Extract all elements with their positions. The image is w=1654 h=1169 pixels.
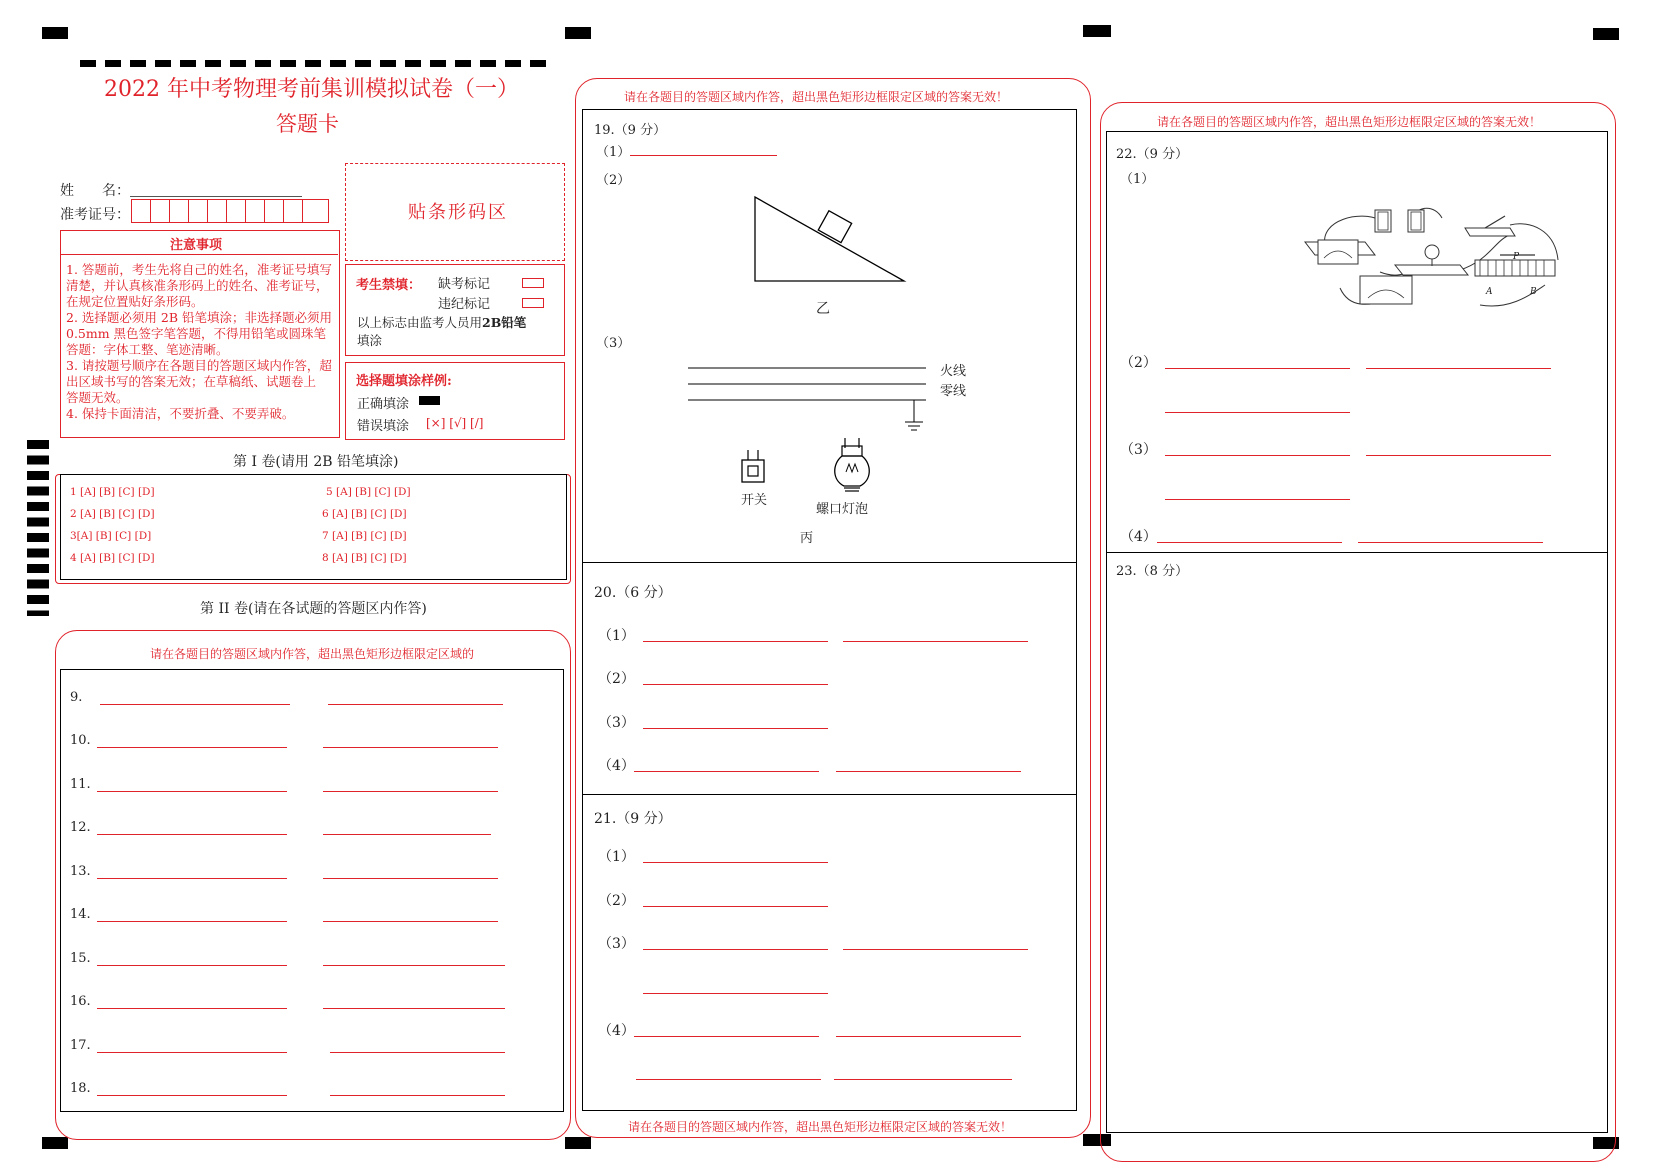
forbid-note bbox=[357, 313, 526, 331]
id-field[interactable] bbox=[131, 199, 329, 223]
q19-part2: （2） bbox=[596, 173, 631, 188]
bulb-icon bbox=[830, 436, 874, 496]
neutral-wire-label: 零线 bbox=[940, 384, 967, 399]
answer-line[interactable] bbox=[330, 1095, 505, 1096]
question-number: 11. bbox=[70, 777, 91, 792]
filled-mark bbox=[419, 396, 440, 405]
notice-list bbox=[66, 262, 336, 422]
choice-row[interactable]: 2 [A] [B] [C] [D] bbox=[70, 508, 155, 520]
choice-row[interactable]: 5 [A] [B] [C] [D] bbox=[326, 486, 411, 498]
answer-line[interactable] bbox=[643, 728, 828, 729]
barcode-label: 贴条形码区 bbox=[408, 202, 508, 223]
answer-line[interactable] bbox=[1366, 368, 1551, 369]
question-number: 17. bbox=[70, 1038, 91, 1053]
violation-label: 违纪标记 bbox=[438, 297, 491, 312]
answer-line[interactable] bbox=[634, 771, 819, 772]
middle-warning-top: 请在各题目的答题区域内作答，超出黑色矩形边框限定区域的答案无效！ bbox=[624, 90, 1009, 104]
divider bbox=[582, 562, 1077, 563]
violation-checkbox[interactable] bbox=[522, 298, 544, 308]
switch-icon bbox=[738, 448, 770, 486]
absent-checkbox[interactable] bbox=[522, 278, 544, 288]
answer-line[interactable] bbox=[330, 1052, 505, 1053]
answer-line[interactable] bbox=[323, 1008, 505, 1009]
answer-line[interactable] bbox=[97, 747, 287, 748]
q22-title: 22.（9 分） bbox=[1116, 147, 1189, 162]
choice-row[interactable]: 8 [A] [B] [C] [D] bbox=[322, 552, 407, 564]
forbid-note-c: 填涂 bbox=[357, 333, 383, 348]
answer-line[interactable] bbox=[323, 965, 505, 966]
fig-a-label: A bbox=[1486, 287, 1493, 297]
incline-figure bbox=[750, 195, 910, 285]
question-number: 18. bbox=[70, 1081, 91, 1096]
notice-line: 3. 请按题号顺序在各题目的答题区域内作答，超 bbox=[66, 358, 332, 373]
choice-row[interactable]: 1 [A] [B] [C] [D] bbox=[70, 486, 155, 498]
answer-line[interactable] bbox=[97, 1052, 287, 1053]
part2-warning: 请在各题目的答题区域内作答，超出黑色矩形边框限定区域的 bbox=[150, 647, 475, 661]
fig-b-label: B bbox=[1530, 287, 1537, 297]
q23-title: 23.（8 分） bbox=[1116, 564, 1189, 579]
absent-label: 缺考标记 bbox=[438, 277, 491, 292]
fig-yi-label: 乙 bbox=[816, 301, 830, 317]
answer-line[interactable] bbox=[1165, 368, 1350, 369]
answer-line[interactable] bbox=[643, 641, 828, 642]
notice-line: 答题：字体工整、笔迹清晰。 bbox=[66, 342, 229, 357]
notice-line: 清楚，并认真核准条形码上的姓名、准考证号， bbox=[66, 278, 329, 293]
q21-part: （3） bbox=[598, 936, 635, 952]
part2-title: 第 II 卷(请在各试题的答题区内作答) bbox=[200, 601, 427, 617]
fig-bing-label: 丙 bbox=[800, 531, 814, 546]
live-wire-label: 火线 bbox=[940, 364, 967, 379]
position-mark bbox=[565, 27, 591, 39]
sample-wrong-marks: [×] [√] [/] bbox=[426, 416, 484, 430]
position-mark bbox=[42, 27, 68, 39]
answer-line[interactable] bbox=[834, 1079, 1012, 1080]
q22-part: （3） bbox=[1120, 442, 1157, 458]
q21-title: 21.（9 分） bbox=[594, 811, 672, 827]
answer-line[interactable] bbox=[1165, 455, 1350, 456]
notice-line: 1. 答题前，考生先将自己的姓名，准考证号填写 bbox=[66, 262, 332, 277]
answer-line[interactable] bbox=[97, 1008, 287, 1009]
answer-line[interactable] bbox=[643, 993, 828, 994]
sample-title: 选择题填涂样例: bbox=[356, 374, 452, 389]
q20-title: 20.（6 分） bbox=[594, 585, 672, 601]
forbid-title: 考生禁填： bbox=[356, 278, 422, 293]
part2-inner bbox=[60, 669, 564, 1112]
choice-row[interactable]: 7 [A] [B] [C] [D] bbox=[322, 530, 407, 542]
id-label: 准考证号： bbox=[60, 207, 130, 223]
answer-line[interactable] bbox=[1165, 412, 1350, 413]
timing-marks bbox=[27, 440, 49, 616]
q20-part: （3） bbox=[598, 715, 635, 731]
sample-correct-label: 正确填涂 bbox=[357, 397, 410, 412]
question-number: 10. bbox=[70, 733, 91, 748]
switch-label: 开关 bbox=[741, 493, 768, 508]
answer-line[interactable] bbox=[323, 791, 498, 792]
page-title: 2022 年中考物理考前集训模拟试卷（一） bbox=[104, 77, 519, 102]
answer-line[interactable] bbox=[97, 878, 287, 879]
q19-title: 19.（9 分） bbox=[594, 123, 667, 138]
choice-row[interactable]: 4 [A] [B] [C] [D] bbox=[70, 552, 155, 564]
q21-part: （4） bbox=[598, 1023, 635, 1039]
answer-line[interactable] bbox=[643, 684, 828, 685]
answer-line[interactable] bbox=[643, 949, 828, 950]
notice-line: 出区域书写的答案无效；在草稿纸、试题卷上 bbox=[66, 374, 317, 389]
position-mark bbox=[1083, 25, 1111, 37]
answer-line[interactable] bbox=[836, 771, 1021, 772]
answer-line[interactable] bbox=[323, 747, 498, 748]
q20-part: （4） bbox=[598, 758, 635, 774]
q22-part: （1） bbox=[1120, 172, 1155, 187]
answer-line[interactable] bbox=[97, 791, 287, 792]
question-number: 16. bbox=[70, 994, 91, 1009]
answer-line[interactable] bbox=[836, 1036, 1021, 1037]
position-mark bbox=[42, 1137, 68, 1149]
middle-warning-bottom: 请在各题目的答题区域内作答，超出黑色矩形边框限定区域的答案无效！ bbox=[628, 1120, 1013, 1134]
question-number: 13. bbox=[70, 864, 91, 879]
answer-line[interactable] bbox=[97, 965, 287, 966]
bulb-label: 螺口灯泡 bbox=[816, 502, 869, 517]
q22-part: （2） bbox=[1120, 355, 1157, 371]
page-subtitle: 答题卡 bbox=[276, 112, 339, 136]
fig-p-label: P bbox=[1513, 252, 1520, 262]
forbid-note-b: 2B铅笔 bbox=[482, 315, 527, 330]
answer-line[interactable] bbox=[97, 834, 287, 835]
part1-title: 第 I 卷(请用 2B 铅笔填涂) bbox=[233, 454, 399, 470]
answer-line[interactable] bbox=[636, 1079, 821, 1080]
question-number: 9. bbox=[70, 690, 83, 705]
notice-title: 注意事项 bbox=[170, 238, 223, 253]
answer-line[interactable] bbox=[323, 921, 498, 922]
answer-line[interactable] bbox=[323, 878, 498, 879]
position-mark bbox=[565, 1137, 591, 1149]
divider bbox=[1106, 552, 1608, 553]
notice-line: 0.5mm 黑色签字笔答题，不得用铅笔或圆珠笔 bbox=[66, 326, 327, 341]
name-field[interactable] bbox=[130, 196, 302, 197]
answer-line[interactable] bbox=[1157, 542, 1342, 543]
forbid-note-a: 以上标志由监考人员用 bbox=[357, 315, 483, 330]
answer-line[interactable] bbox=[1165, 499, 1350, 500]
choice-row[interactable]: 3[A] [B] [C] [D] bbox=[70, 530, 152, 542]
q20-part: （2） bbox=[598, 671, 635, 687]
answer-line[interactable] bbox=[630, 155, 777, 156]
q19-part1: （1） bbox=[596, 145, 631, 160]
name-label: 姓 名： bbox=[60, 183, 130, 199]
q20-part: （1） bbox=[598, 628, 635, 644]
answer-line[interactable] bbox=[634, 1036, 819, 1037]
position-mark bbox=[1593, 28, 1619, 40]
q21-part: （1） bbox=[598, 849, 635, 865]
q22-part: （4） bbox=[1120, 529, 1157, 545]
answer-line[interactable] bbox=[97, 1095, 287, 1096]
answer-line[interactable] bbox=[328, 704, 503, 705]
notice-line: 2. 选择题必须用 2B 铅笔填涂；非选择题必须用 bbox=[66, 310, 332, 325]
question-number: 15. bbox=[70, 951, 91, 966]
notice-line: 在规定位置贴好条形码。 bbox=[66, 294, 204, 309]
choice-row[interactable]: 6 [A] [B] [C] [D] bbox=[322, 508, 407, 520]
answer-line[interactable] bbox=[643, 862, 828, 863]
answer-line[interactable] bbox=[643, 906, 828, 907]
question-number: 12. bbox=[70, 820, 91, 835]
answer-line[interactable] bbox=[97, 921, 287, 922]
notice-line: 答题无效。 bbox=[66, 390, 129, 405]
answer-line[interactable] bbox=[843, 949, 1028, 950]
answer-line[interactable] bbox=[843, 641, 1028, 642]
q21-part: （2） bbox=[598, 893, 635, 909]
right-warning-top: 请在各题目的答题区域内作答，超出黑色矩形边框限定区域的答案无效！ bbox=[1157, 115, 1542, 129]
divider bbox=[582, 794, 1077, 795]
notice-line: 4. 保持卡面清洁，不要折叠、不要弄破。 bbox=[66, 406, 295, 421]
answer-line[interactable] bbox=[1366, 455, 1551, 456]
dashed-strip bbox=[80, 60, 555, 67]
wiring-figure bbox=[686, 362, 926, 440]
circuit-figure bbox=[1300, 200, 1570, 330]
question-number: 14. bbox=[70, 907, 91, 922]
answer-line[interactable] bbox=[100, 704, 290, 705]
answer-line[interactable] bbox=[323, 834, 491, 835]
answer-line[interactable] bbox=[1358, 542, 1543, 543]
q19-part3: （3） bbox=[596, 336, 631, 351]
sample-wrong-label: 错误填涂 bbox=[357, 419, 410, 434]
